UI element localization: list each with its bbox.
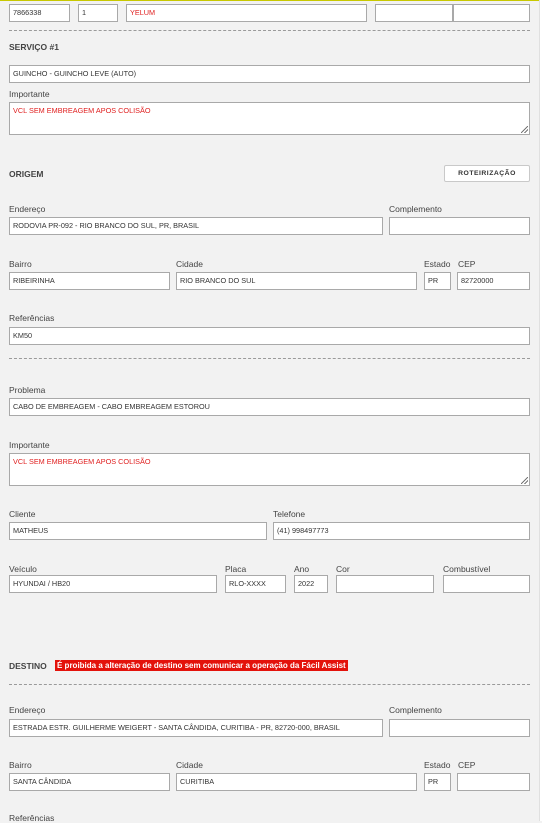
origin-city-label: Cidade: [176, 259, 203, 269]
origin-district-field[interactable]: RIBEIRINHA: [9, 272, 170, 290]
year-label: Ano: [294, 564, 310, 574]
problem-important-textarea[interactable]: [9, 453, 530, 486]
origin-cep-label: CEP: [458, 259, 476, 269]
problem-important-text: VCL SEM EMBREAGEM APOS COLISÃO: [13, 457, 151, 466]
routing-button[interactable]: ROTEIRIZAÇÃO: [444, 165, 530, 182]
destination-complement-label: Complemento: [389, 705, 442, 715]
problem-important-label: Importante: [9, 440, 50, 450]
destination-cep-field[interactable]: [457, 773, 530, 791]
origin-address-field[interactable]: RODOVIA PR-092 - RIO BRANCO DO SUL, PR, BRASIL: [9, 217, 383, 235]
protocol-code-field[interactable]: 7866338: [9, 4, 70, 22]
color-field[interactable]: [336, 575, 434, 593]
problem-label: Problema: [9, 385, 46, 395]
color-label: Cor: [336, 564, 350, 574]
destination-city-label: Cidade: [176, 760, 203, 770]
vehicle-label: Veículo: [9, 564, 37, 574]
destination-state-label: Estado: [424, 760, 451, 770]
destination-section-title: DESTINO: [9, 661, 47, 671]
quantity-field[interactable]: 1: [78, 4, 118, 22]
top-extra-field-1[interactable]: [375, 4, 453, 22]
plate-field[interactable]: RLO-XXXX: [225, 575, 286, 593]
service-important-textarea[interactable]: [9, 102, 530, 135]
top-accent-line: [0, 0, 542, 1]
service-important-text: VCL SEM EMBREAGEM APOS COLISÃO: [13, 106, 151, 115]
destination-district-label: Bairro: [9, 760, 32, 770]
destination-address-field[interactable]: ESTRADA ESTR. GUILHERME WEIGERT - SANTA CÂNDIDA, CURITIBA - PR, 82720-000, BRASIL: [9, 719, 383, 737]
destination-complement-field[interactable]: [389, 719, 530, 737]
origin-district-label: Bairro: [9, 259, 32, 269]
insurer-field[interactable]: YELUM: [126, 4, 367, 22]
origin-complement-field[interactable]: [389, 217, 530, 235]
fuel-label: Combustível: [443, 564, 491, 574]
destination-warning-badge: É proibida a alteração de destino sem comunicar a operação da Fácil Assist: [57, 661, 346, 670]
service-important-label: Importante: [9, 89, 50, 99]
divider: [9, 684, 530, 685]
origin-address-label: Endereço: [9, 204, 46, 214]
origin-references-label: Referências: [9, 313, 55, 323]
year-field[interactable]: 2022: [294, 575, 328, 593]
destination-address-label: Endereço: [9, 705, 46, 715]
origin-state-field[interactable]: PR: [424, 272, 451, 290]
problem-field[interactable]: CABO DE EMBREAGEM - CABO EMBREAGEM ESTOROU: [9, 398, 530, 416]
fuel-field[interactable]: [443, 575, 530, 593]
destination-state-field[interactable]: PR: [424, 773, 451, 791]
origin-cep-field[interactable]: 82720000: [457, 272, 530, 290]
origin-section-title: ORIGEM: [9, 169, 44, 179]
origin-city-field[interactable]: RIO BRANCO DO SUL: [176, 272, 417, 290]
service-type-field[interactable]: GUINCHO - GUINCHO LEVE (AUTO): [9, 65, 530, 83]
plate-label: Placa: [225, 564, 247, 574]
top-extra-field-2[interactable]: [453, 4, 530, 22]
phone-label: Telefone: [273, 509, 306, 519]
vehicle-field[interactable]: HYUNDAI / HB20: [9, 575, 217, 593]
destination-district-field[interactable]: SANTA CÂNDIDA: [9, 773, 170, 791]
destination-cep-label: CEP: [458, 760, 476, 770]
origin-references-field[interactable]: KM50: [9, 327, 530, 345]
resize-grip-icon[interactable]: [521, 477, 528, 484]
service-section-title: SERVIÇO #1: [9, 42, 59, 52]
destination-city-field[interactable]: CURITIBA: [176, 773, 417, 791]
divider: [9, 358, 530, 359]
client-field[interactable]: MATHEUS: [9, 522, 267, 540]
destination-references-label: Referências: [9, 813, 55, 823]
resize-grip-icon[interactable]: [521, 126, 528, 133]
phone-field[interactable]: (41) 998497773: [273, 522, 530, 540]
divider: [9, 30, 530, 31]
origin-complement-label: Complemento: [389, 204, 442, 214]
origin-state-label: Estado: [424, 259, 451, 269]
client-label: Cliente: [9, 509, 36, 519]
